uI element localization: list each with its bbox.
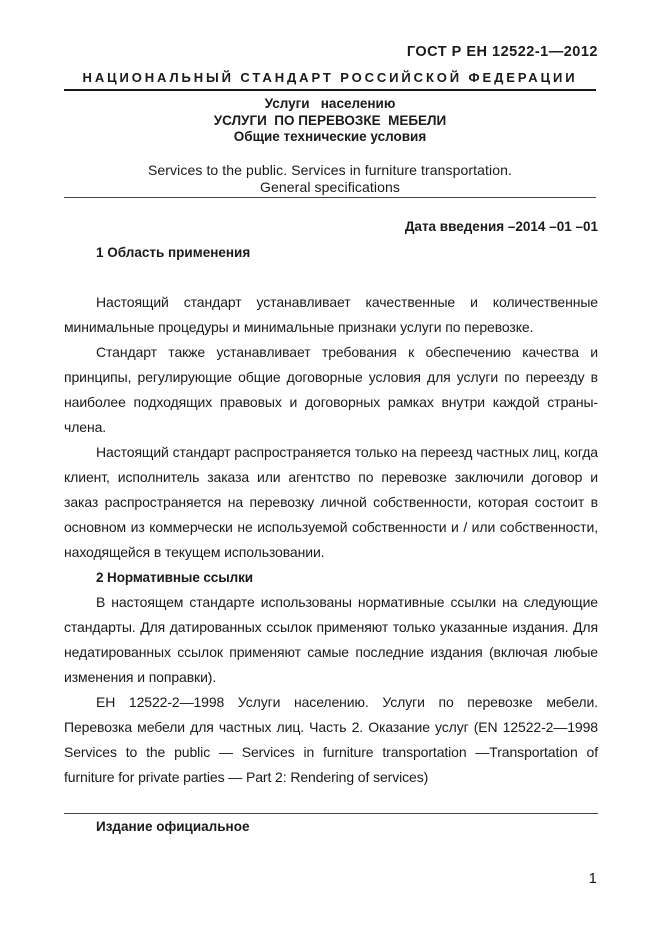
english-title-line-1: Services to the public. Services in furniture transportation. [147,162,513,178]
page-number: 1 [588,870,597,887]
title-line-3: Общие технические условия [233,129,427,144]
title-line-1: Услуги населению [264,96,396,111]
section-2-paragraph: В настоящем стандарте использованы нормативные ссылки на следующие стандарты. Для датированных ссылок применяют только указанные издания. Для недатированных ссылок применяют самые последние издания (включая любые изменения и поправки). [64,594,598,685]
official-edition-note: Издание официальное [96,819,250,834]
english-title [64,162,596,196]
introduction-date: Дата введения –2014 –01 –01 [404,219,598,234]
section-1-paragraph: Настоящий стандарт распространяется только на переезд частных лиц, когда клиент, исполнитель заказа или агентство по перевозке заключили договор и заказ распространяется на перевозку личной собственности, которая состоит в основном из коммерчески не используемой собственности и / или собственности, находящейся в текущем использовании. [64,444,598,560]
section-1-heading: 1 Область применения [96,245,251,260]
header-divider [64,89,596,91]
section-2-heading: 2 Нормативные ссылки [96,570,253,585]
section-2-paragraph: ЕН 12522-2—1998 Услуги населению. Услуги по перевозке мебели. Перевозка мебели для частных лиц. Часть 2. Оказание услуг (EN 12522-2—1998 Services to the public — Services in furniture transportation —Transportation of furniture for private parties — Part 2: Rendering of services) [64,694,598,785]
document-body [64,290,598,790]
document-code: ГОСТ Р ЕН 12522-1—2012 [406,44,598,60]
title-line-2: УСЛУГИ ПО ПЕРЕВОЗКЕ МЕБЕЛИ [213,112,447,128]
national-standard-banner: НАЦИОНАЛЬНЫЙ СТАНДАРТ РОССИЙСКОЙ ФЕДЕРАЦИИ [82,70,578,85]
english-title-line-2: General specifications [260,179,400,195]
footer-divider [64,813,598,814]
section-1-paragraph: Настоящий стандарт устанавливает качественные и количественные минимальные процедуры и минимальные признаки услуги по перевозке. [64,294,598,335]
title-divider [64,197,596,198]
document-title [64,96,596,146]
section-1-paragraph: Стандарт также устанавливает требования к обеспечению качества и принципы, регулирующие общие договорные условия для услуги по переезду в наиболее подходящих правовых и договорных рамках внутри каждой страны-члена. [64,344,598,435]
